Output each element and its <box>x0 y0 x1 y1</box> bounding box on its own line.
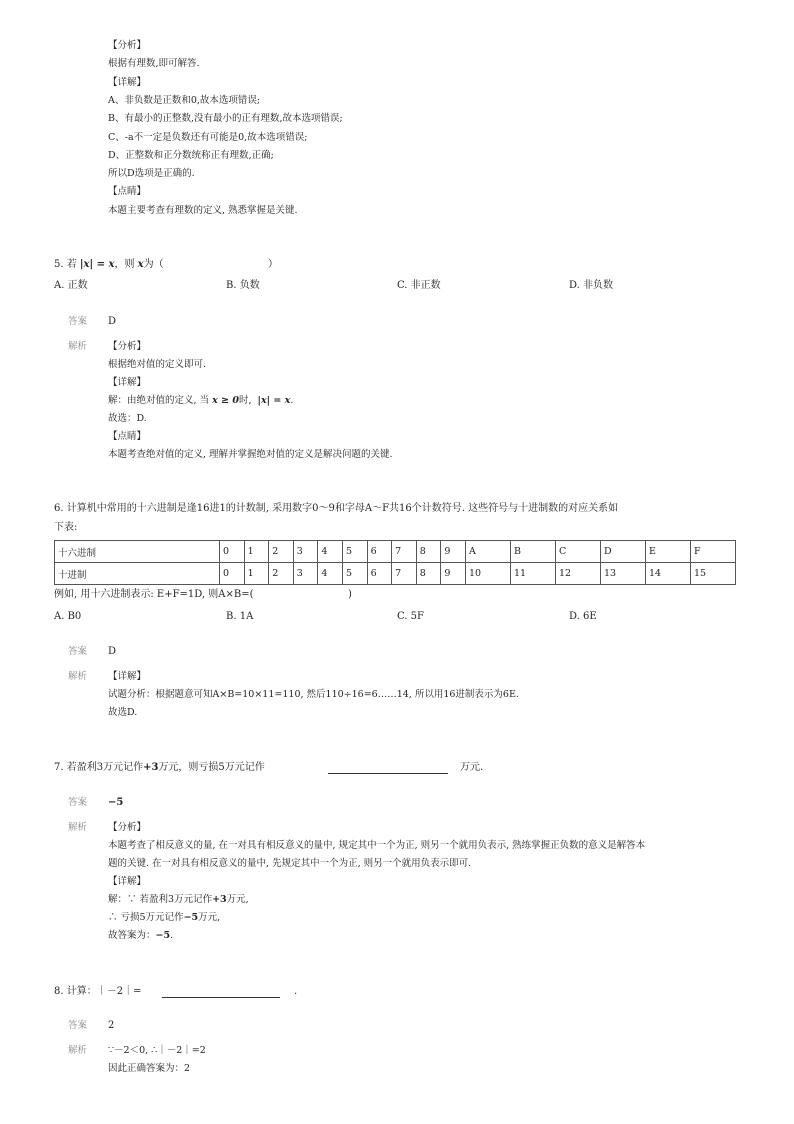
q7-explain-line: 【分析】 <box>108 822 147 833</box>
q4-explain-line: 根据有理数,即可解答. <box>108 58 200 69</box>
q5-explain-end: . <box>290 395 294 406</box>
table-cell: 2 <box>269 563 294 585</box>
table-cell: 12 <box>556 563 601 585</box>
q7-explain-end: . <box>170 930 174 941</box>
q7-explain-answer: −5 <box>155 930 171 941</box>
q5-explain-line: 【详解】 <box>108 377 147 388</box>
q6-stem-line: 6. 计算机中常用的十六进制是逢16进1的计数制, 采用数字0～9和字母A～F共16个计数符号. 这些符号与十进制数的对应关系如 <box>54 503 619 514</box>
q5-explain-mid: 时, <box>238 395 252 406</box>
q7-stem-end: 万元. <box>460 762 484 773</box>
q7-explain-line <box>108 930 173 942</box>
q5-stem-prefix: 5. 若 <box>54 259 77 270</box>
table-cell: 1 <box>244 541 269 563</box>
q5-option-a[interactable]: A. 正数 <box>54 280 88 291</box>
table-cell: 14 <box>646 563 691 585</box>
q6-stem-close: ) <box>348 589 352 600</box>
table-cell: 13 <box>601 563 646 585</box>
table-cell: 3 <box>293 541 318 563</box>
q8-stem-end: . <box>294 986 298 997</box>
table-cell: 4 <box>318 541 343 563</box>
q8-explain-line: ∵－2＜0, ∴｜－2｜=2 <box>108 1045 206 1056</box>
table-cell: 0 <box>220 563 245 585</box>
q5-option-d[interactable]: D. 非负数 <box>569 280 614 291</box>
table-row-decimal <box>55 563 736 585</box>
q5-explain-text: 解：由绝对值的定义, 当 <box>108 395 210 406</box>
table-cell: 1 <box>244 563 269 585</box>
q6-option-a[interactable]: A. B0 <box>54 611 82 622</box>
table-cell: 十六进制 <box>55 541 220 563</box>
q5-stem-end: 为（ <box>143 259 164 270</box>
q8-explain-label: 解析 <box>68 1045 88 1056</box>
q5-answer-value: D <box>108 316 117 327</box>
q4-explain-line: A、非负数是正数和0,故本选项错误; <box>108 95 261 106</box>
q6-stem-after: 例如, 用十六进制表示: E+F=1D, 则A×B=( <box>54 589 254 600</box>
table-cell: 2 <box>269 541 294 563</box>
q4-explain-line: C、-a不一定是负数还有可能是0,故本选项错误; <box>108 132 308 143</box>
q4-explain-line: 【详解】 <box>108 77 147 88</box>
q5-explain-math-2: |x| = x <box>257 395 291 406</box>
q5-answer-label: 答案 <box>68 316 88 327</box>
q5-option-c[interactable]: C. 非正数 <box>397 280 441 291</box>
q6-explain-line: 【详解】 <box>108 671 147 682</box>
q7-answer-value: −5 <box>108 797 124 808</box>
q6-answer-label: 答案 <box>68 646 88 657</box>
table-cell: 6 <box>367 541 392 563</box>
table-cell: A <box>466 541 511 563</box>
q5-explain-line <box>108 395 293 407</box>
q8-explain-line: 因此正确答案为：2 <box>108 1063 191 1074</box>
q7-explain-text: 故答案为： <box>108 930 156 941</box>
q8-stem-prefix: 8. 计算：｜－2｜= <box>54 986 142 997</box>
table-cell: 15 <box>691 563 736 585</box>
table-cell: 5 <box>342 563 367 585</box>
table-cell: 8 <box>416 541 441 563</box>
q4-explain-line: 【分析】 <box>108 40 147 51</box>
q6-explain-label: 解析 <box>68 671 88 682</box>
q6-explain-line: 故选D. <box>108 707 138 718</box>
q6-explain-line: 试题分析：根据题意可知A×B=10×11=110, 然后110÷16=6……14, 所以用16进制表示为6E. <box>108 689 519 700</box>
q4-explain-line: 【点睛】 <box>108 186 147 197</box>
q5-stem-suffix: ，则 <box>114 259 135 270</box>
q7-explain-line: 本题考查了相反意义的量, 在一对具有相反意义的量中, 规定其中一个为正, 则另一个就用负表示, 熟练掌握正负数的意义是解答本 <box>108 840 646 851</box>
q8-answer-blank[interactable] <box>162 996 280 998</box>
table-cell: 7 <box>392 563 417 585</box>
q4-explain-line: D、正整数和正分数统称正有理数,正确; <box>108 150 274 161</box>
q5-option-b[interactable]: B. 负数 <box>226 280 260 291</box>
q7-explain-unit: 万元, <box>198 912 221 923</box>
q7-stem-mid: 万元，则亏损5万元记作 <box>158 762 265 773</box>
q7-explain-math-2: −5 <box>183 912 199 923</box>
q7-stem-math: +3 <box>143 762 159 773</box>
table-cell: E <box>646 541 691 563</box>
q5-explain-line: 故选：D. <box>108 413 147 424</box>
table-cell: C <box>556 541 601 563</box>
q6-option-b[interactable]: B. 1A <box>226 611 254 622</box>
q4-explain-line: 本题主要考查有理数的定义, 熟悉掌握是关键. <box>108 205 298 216</box>
q5-explain-line: 本题考查绝对值的定义, 理解并掌握绝对值的定义是解决问题的关键. <box>108 449 393 460</box>
table-cell: 7 <box>392 541 417 563</box>
table-cell: 6 <box>367 563 392 585</box>
q5-explain-line: 【点睛】 <box>108 431 147 442</box>
q8-answer-value: 2 <box>108 1020 115 1031</box>
q5-explain-math-1: x ≥ 0 <box>212 395 239 406</box>
table-cell: 8 <box>416 563 441 585</box>
table-cell: 3 <box>293 563 318 585</box>
q7-explain-label: 解析 <box>68 822 88 833</box>
q5-explain-line: 【分析】 <box>108 341 147 352</box>
q8-answer-label: 答案 <box>68 1020 88 1031</box>
table-cell: 十进制 <box>55 563 220 585</box>
q6-answer-value: D <box>108 646 117 657</box>
q5-stem-close: ） <box>268 259 278 270</box>
q5-explain-line: 根据绝对值的定义即可. <box>108 359 207 370</box>
q6-option-c[interactable]: C. 5F <box>397 611 424 622</box>
q5-explain-label: 解析 <box>68 341 88 352</box>
q6-stem-line: 下表: <box>54 522 78 533</box>
q6-option-d[interactable]: D. 6E <box>569 611 597 622</box>
table-cell: 5 <box>342 541 367 563</box>
q7-explain-unit: 万元, <box>226 894 249 905</box>
q7-explain-text: ∴ 亏损5万元记作 <box>108 912 184 923</box>
table-cell: D <box>601 541 646 563</box>
table-cell: 9 <box>441 563 466 585</box>
table-cell: F <box>691 541 736 563</box>
table-cell: B <box>511 541 556 563</box>
table-cell: 0 <box>220 541 245 563</box>
table-cell: 4 <box>318 563 343 585</box>
q7-stem <box>54 762 265 774</box>
q5-stem <box>54 259 164 271</box>
q7-stem-prefix: 7. 若盈利3万元记作 <box>54 762 144 773</box>
q4-explain-line: B、有最小的正整数,没有最小的正有理数,故本选项错误; <box>108 113 343 124</box>
table-cell: 9 <box>441 541 466 563</box>
q7-answer-label: 答案 <box>68 797 88 808</box>
q5-stem-math: |x| = x <box>79 259 115 270</box>
table-row-hex <box>55 541 736 563</box>
q7-answer-blank[interactable] <box>328 772 448 774</box>
q4-explain-line: 所以D选项是正确的. <box>108 168 195 179</box>
q7-explain-text: 解：∵ 若盈利3万元记作 <box>108 894 213 905</box>
q7-explain-line: 题的关键. 在一对具有相反意义的量中, 先规定其中一个为正, 则另一个就用负表示即可. <box>108 858 472 869</box>
hex-decimal-table <box>54 540 736 585</box>
table-cell: 10 <box>466 563 511 585</box>
q5-stem-var: x <box>137 259 144 270</box>
table-cell: 11 <box>511 563 556 585</box>
q7-explain-line: 【详解】 <box>108 876 147 887</box>
q7-explain-line <box>108 894 249 906</box>
q7-explain-line <box>108 912 220 924</box>
q7-explain-math-1: +3 <box>212 894 227 905</box>
